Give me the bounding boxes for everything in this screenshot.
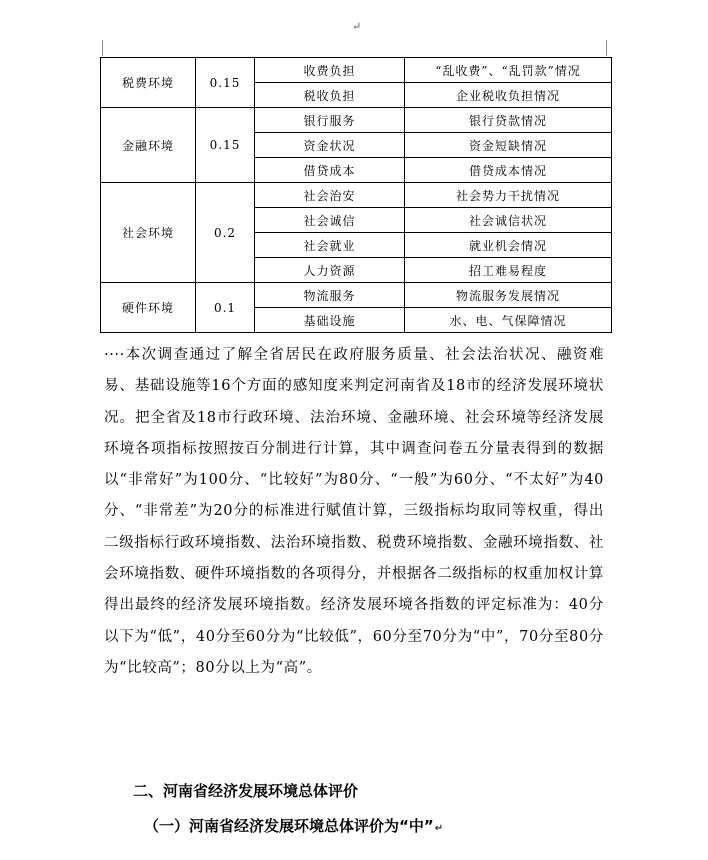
indicator-cell: 基础设施 — [255, 308, 405, 333]
category-cell: 社会环境 — [101, 183, 196, 283]
subsection-heading — [144, 815, 443, 836]
indicator-cell: 人力资源 — [255, 258, 405, 283]
table-row — [101, 58, 612, 83]
crop-mark-left — [92, 40, 103, 56]
measure-cell: 社会势力干扰情况 — [405, 183, 612, 208]
table-row — [101, 283, 612, 308]
table-row — [101, 183, 612, 208]
weight-cell: 0.15 — [196, 108, 255, 183]
measure-cell: 银行贷款情况 — [405, 108, 612, 133]
subsection-heading-text: （一）河南省经济发展环境总体评价为“中” — [144, 817, 434, 835]
measure-cell: 借贷成本情况 — [405, 158, 612, 183]
measure-cell: 资金短缺情况 — [405, 133, 612, 158]
weight-cell: 0.2 — [196, 183, 255, 283]
crop-mark-right — [606, 40, 617, 56]
indicator-cell: 社会治安 — [255, 183, 405, 208]
indicator-cell: 银行服务 — [255, 108, 405, 133]
measure-cell: “乱收费”、“乱罚款”情况 — [405, 58, 612, 83]
indicator-cell: 社会诚信 — [255, 208, 405, 233]
indicator-cell: 税收负担 — [255, 83, 405, 108]
measure-cell: 就业机会情况 — [405, 233, 612, 258]
indicator-cell: 借贷成本 — [255, 158, 405, 183]
paragraph-mark: ↵ — [352, 20, 362, 33]
category-cell: 金融环境 — [101, 108, 196, 183]
section-heading: 二、河南省经济发展环境总体评价 — [133, 782, 359, 800]
measure-cell: 物流服务发展情况 — [405, 283, 612, 308]
category-cell: 税费环境 — [101, 58, 196, 108]
table-row — [101, 108, 612, 133]
indicator-cell: 资金状况 — [255, 133, 405, 158]
indicator-table — [100, 57, 612, 333]
weight-cell: 0.1 — [196, 283, 255, 333]
indicator-cell: 社会就业 — [255, 233, 405, 258]
indicator-cell: 收费负担 — [255, 58, 405, 83]
measure-cell: 招工难易程度 — [405, 258, 612, 283]
weight-cell: 0.15 — [196, 58, 255, 108]
measure-cell: 企业税收负担情况 — [405, 83, 612, 108]
return-mark: ↵ — [434, 823, 444, 834]
measure-cell: 社会诚信状况 — [405, 208, 612, 233]
indicator-cell: 物流服务 — [255, 283, 405, 308]
category-cell: 硬件环境 — [101, 283, 196, 333]
measure-cell: 水、电、气保障情况 — [405, 308, 612, 333]
body-paragraph: ····本次调查通过了解全省居民在政府服务质量、社会法治状况、融资难易、基础设施等16个方面的感知度来判定河南省及18市的经济发展环境状况。把全省及18市行政环境、法治环境、金融环境、社会环境等经济发展环境各项指标按照按百分制进行计算，其中调查问卷五分量表得到的数据以“非常好”为100分、“比较好”为80分、“一般”为60分、“不太好”为40分、“非常差”为20分的标准进行赋值计算，三级指标均取同等权重，得出二级指标行政环境指数、法治环境指数、税费环境指数、金融环境指数、社会环境指数、硬件环境指数的各项得分，并根据各二级指标的权重加权计算得出最终的经济发展环境指数。经济发展环境各指数的评定标准为：40分以下为“低”，40分至60分为“比较低”，60分至70分为“中”，70分至80分为“比较高”；80分以上为“高”。 — [104, 347, 604, 676]
